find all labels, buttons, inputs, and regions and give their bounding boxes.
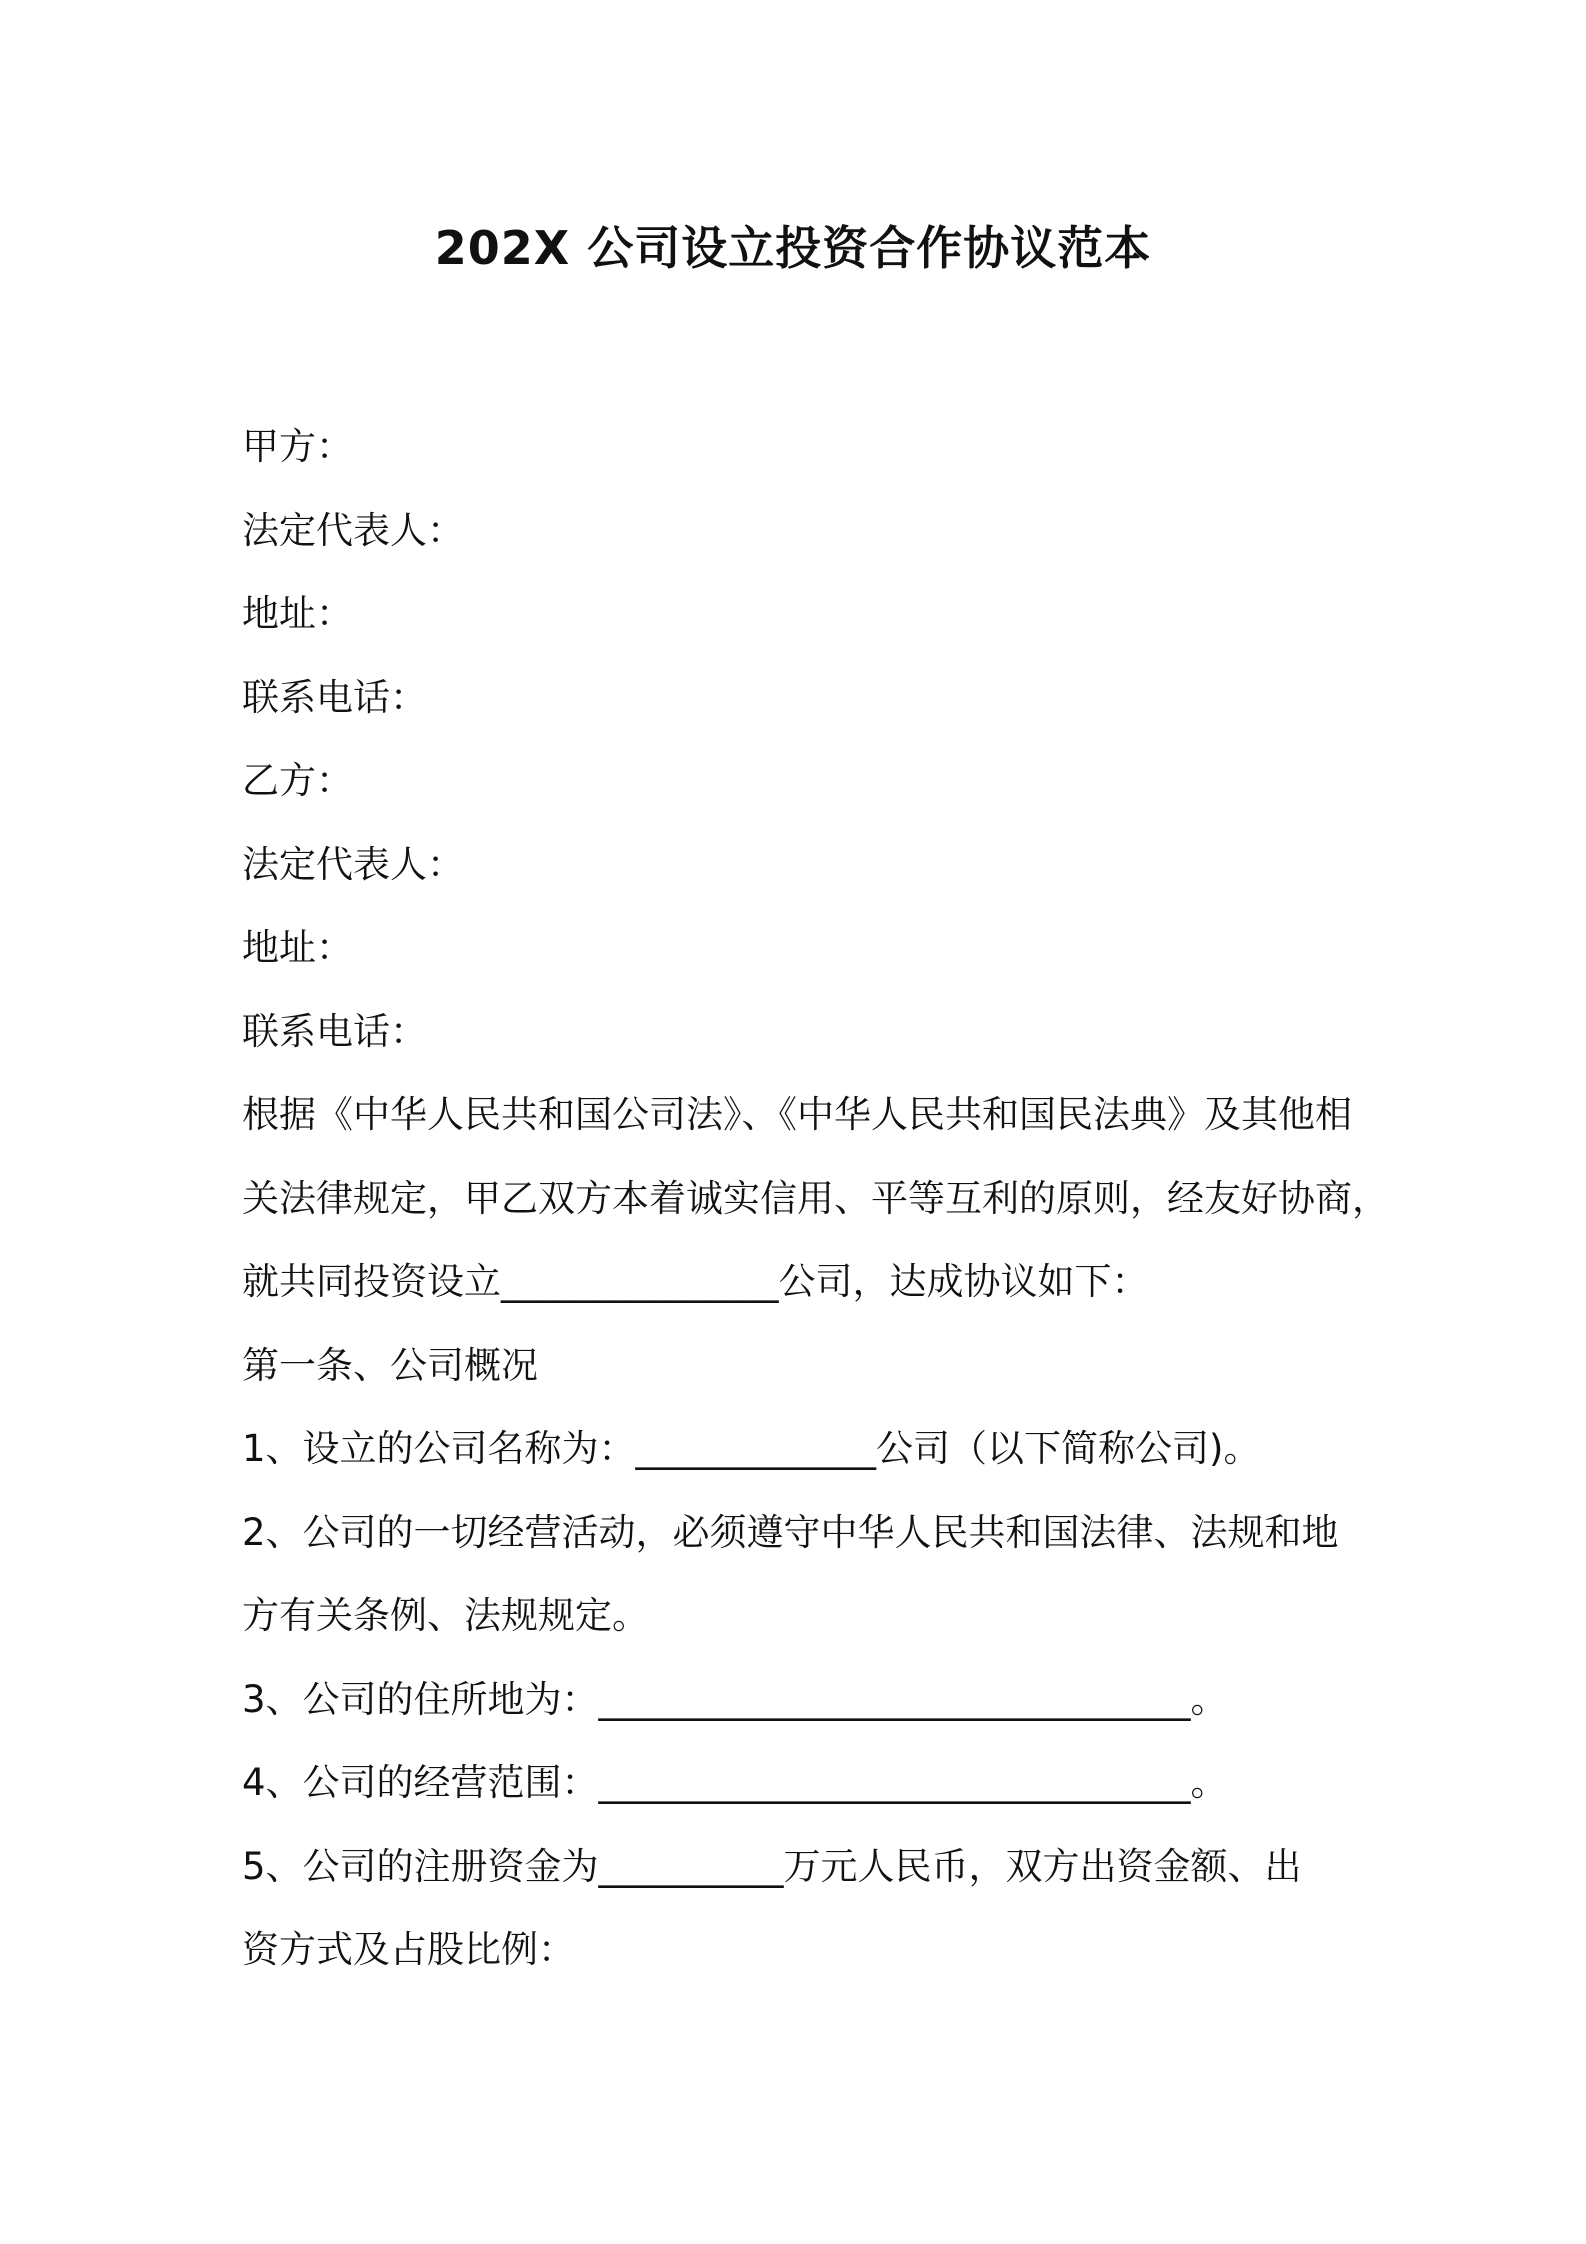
article-1-heading: 第一条、公司概况: [242, 1343, 538, 1387]
clause-1-company-name: 1、设立的公司名称为：_____________公司（以下简称公司)。: [242, 1427, 1261, 1470]
document-body: [242, 405, 1389, 1992]
party-b-label: 乙方：: [242, 759, 353, 802]
party-a-legal-representative: 法定代表人：: [242, 508, 464, 552]
preamble-line-1: 根据《中华人民共和国公司法》、《中华人民共和国民法典》及其他相: [242, 1093, 1352, 1136]
clause-4-business-scope: 4、公司的经营范围：________________________________。: [242, 1761, 1228, 1804]
party-b-phone: 联系电话：: [242, 1009, 427, 1053]
clause-2-line-2: 方有关条例、法规规定。: [242, 1594, 649, 1637]
document-title: 202X 公司设立投资合作协议范本: [434, 221, 1152, 275]
party-b-legal-representative: 法定代表人：: [242, 842, 464, 886]
party-b-address: 地址：: [242, 926, 353, 969]
clause-5-line-1: 5、公司的注册资金为__________万元人民币，双方出资金额、出: [242, 1844, 1302, 1888]
preamble-line-3: 就共同投资设立_______________公司，达成协议如下：: [242, 1260, 1149, 1303]
clause-5-line-2: 资方式及占股比例：: [242, 1928, 575, 1971]
party-a-label: 甲方：: [242, 425, 353, 468]
clause-2-line-1: 2、公司的一切经营活动，必须遵守中华人民共和国法律、法规和地: [242, 1510, 1339, 1554]
party-a-address: 地址：: [242, 592, 353, 635]
clause-3-domicile: 3、公司的住所地为：________________________________。: [242, 1677, 1228, 1721]
preamble-line-2: 关法律规定，甲乙双方本着诚实信用、平等互利的原则，经友好协商，: [242, 1176, 1389, 1220]
party-a-phone: 联系电话：: [242, 675, 427, 719]
